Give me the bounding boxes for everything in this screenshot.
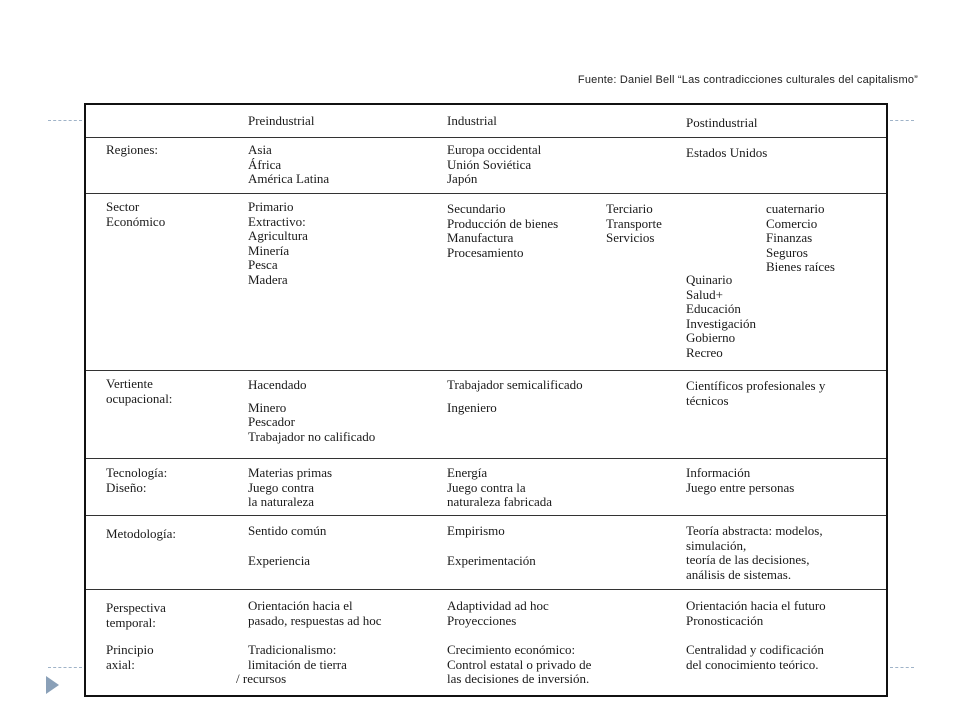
vertiente-industrial: Trabajador semicalificado Ingeniero: [447, 377, 583, 415]
label-metodologia: Metodología:: [106, 526, 177, 541]
tecnologia-preindustrial: Materias primas Juego contra la naturaleza: [248, 465, 333, 509]
sector-industrial: Secundario Producción de bienes Manufactura Procesamiento: [447, 201, 559, 260]
principio-postindustrial: Centralidad y codificación del conocimiento teórico.: [686, 642, 824, 672]
principio-preindustrial: Tradicionalismo: limitación de tierra / recursos: [236, 642, 347, 686]
slide-bullet-arrow-icon: [46, 676, 59, 694]
header-postindustrial: Postindustrial: [686, 115, 758, 130]
label-principio: Principio axial:: [106, 642, 154, 672]
source-note: Fuente: Daniel Bell “Las contradicciones culturales del capitalismo”: [577, 74, 918, 86]
tecnologia-postindustrial: Información Juego entre personas: [686, 465, 795, 495]
vertiente-postindustrial: Científicos profesionales y técnicos: [686, 378, 826, 408]
row-divider: [86, 458, 886, 459]
decorative-dashed-line-bottom-right: [890, 667, 914, 668]
vertiente-preindustrial: Hacendado Minero Pescador Trabajador no calificado: [248, 377, 376, 444]
principio-industrial: Crecimiento económico: Control estatal o privado de las decisiones de inversión.: [447, 642, 592, 686]
label-vertiente: Vertiente ocupacional:: [106, 376, 173, 406]
perspectiva-preindustrial: Orientación hacia el pasado, respuestas ad hoc: [248, 598, 382, 628]
regiones-preindustrial: [248, 143, 329, 187]
decorative-dashed-line-bottom-left: [48, 667, 82, 668]
comparison-table: [84, 103, 888, 697]
region-item: Unión Soviética: [447, 156, 532, 172]
label-regiones: Regiones:: [106, 142, 158, 157]
perspectiva-industrial: Adaptividad ad hoc Proyecciones: [447, 598, 549, 628]
sector-quinario: Quinario Salud+ Educación Investigación Gobierno Recreo: [686, 272, 757, 360]
regiones-industrial: [447, 143, 541, 187]
row-divider: [86, 515, 886, 516]
metodologia-preindustrial: Sentido común Experiencia: [248, 523, 327, 568]
label-sector: Sector Económico: [106, 199, 166, 229]
row-divider: [86, 193, 886, 194]
row-divider: [86, 137, 886, 138]
sector-cuaternario: cuaternario Comercio Finanzas Seguros Bienes raíces: [766, 201, 835, 274]
region-item: Europa occidental: [447, 142, 542, 157]
decorative-dashed-line-top-left: [48, 120, 82, 121]
region-item: África: [248, 156, 282, 172]
regiones-postindustrial: [686, 146, 767, 161]
label-tecnologia: Tecnología: Diseño:: [106, 465, 168, 495]
region-item: Japón: [447, 171, 478, 186]
metodologia-industrial: Empirismo Experimentación: [447, 523, 536, 568]
region-item: Asia: [248, 142, 272, 157]
row-divider: [86, 589, 886, 590]
decorative-dashed-line-top-right: [890, 120, 914, 121]
metodologia-postindustrial: Teoría abstracta: modelos, simulación, teoría de las decisiones, análisis de sistemas.: [686, 523, 823, 582]
label-perspectiva: Perspectiva temporal:: [106, 600, 166, 630]
row-divider: [86, 370, 886, 371]
sector-preindustrial: Primario Extractivo: Agricultura Minería Pesca Madera: [248, 199, 308, 287]
region-item: Estados Unidos: [686, 145, 768, 160]
sector-terciario: Terciario Transporte Servicios: [606, 201, 662, 245]
header-industrial: Industrial: [447, 113, 497, 128]
tecnologia-industrial: Energía Juego contra la naturaleza fabricada: [447, 465, 553, 509]
header-preindustrial: Preindustrial: [248, 113, 315, 128]
region-item: América Latina: [248, 171, 330, 186]
perspectiva-postindustrial: Orientación hacia el futuro Pronosticación: [686, 598, 826, 628]
